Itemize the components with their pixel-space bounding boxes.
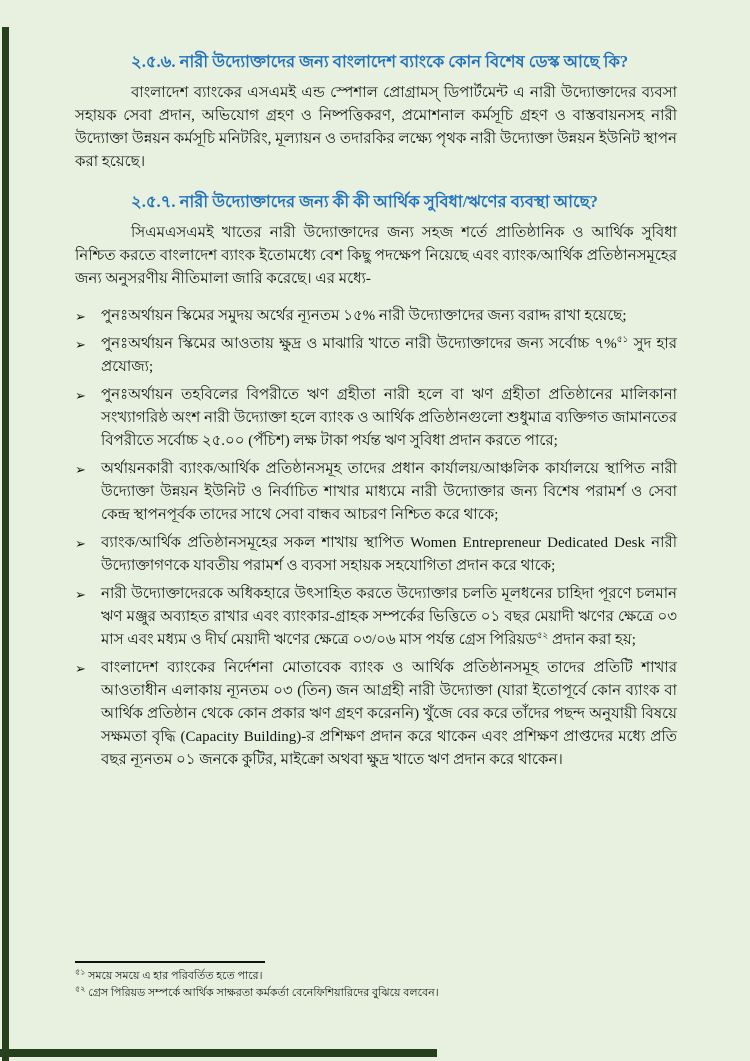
footnote-ref-52: ৫২ [536,630,549,640]
bullet-arrow-icon: ➢ [75,338,86,353]
footnote-marker: ৫১ [75,967,86,977]
list-item-text: অর্থায়নকারী ব্যাংক/আর্থিক প্রতিষ্ঠানসমূহ তাদের প্রধান কার্যালয়/আঞ্চলিক কার্যালয়ে স্থাপিত নারী উদ্যোক্তা উন্নয়ন ইউনিট ও নির্বাচিত শাখার মাধ্যমে নারী উদ্যোক্তার জন্য বিশেষ পরামর্শ ও সেবা কেন্দ্র স্থাপনপূর্বক তাদের সাথে সেবা বান্ধব আচরণ নিশ্চিত করে থাকে; [101,461,677,523]
list-item-text: পুনঃঅর্থায়ন তহবিলের বিপরীতে ঋণ গ্রহীতা নারী হলে বা ঋণ গ্রহীতা প্রতিষ্ঠানের মালিকানা সংখ্যাগরিষ্ঠ অংশ নারী উদ্যোক্তা হলে ব্যাংক ও আর্থিক প্রতিষ্ঠানগুলো শুধুমাত্র ব্যক্তিগত জামানতের বিপরীতে সর্বোচ্চ ২৫.০০ (পঁচিশ) লক্ষ টাকা পর্যন্ত ঋণ সুবিধা প্রদান করতে পারে; [101,387,677,449]
list-item-text: বাংলাদেশ ব্যাংকের নির্দেশনা মোতাবেক ব্যাংক ও আর্থিক প্রতিষ্ঠানসমূহ তাদের প্রতিটি শাখার আওতাধীন এলাকায় ন্যূনতম ০৩ (তিন) জন আগ্রহী নারী উদ্যোক্তা (যারা ইতোপূর্বে কোন ব্যাংক বা আর্থিক প্রতিষ্ঠান থেকে কোন প্রকার ঋণ গ্রহণ করেননি) খুঁজে বের করে তাঁদের পছন্দ অনুযায়ী বিষয়ে সক্ষমতা বৃদ্ধি (Capacity Building)-র প্রশিক্ষণ প্রদান করে থাকেন এবং প্রশিক্ষণ প্রাপ্তদের মধ্যে প্রতি বছর ন্যূনতম ০১ জনকে কুটির, মাইক্রো অথবা ক্ষুদ্র খাতে ঋণ প্রদান করে থাকেন। [101,660,677,768]
benefit-list [75,305,677,772]
footnote-52 [75,985,677,1002]
list-item [75,583,677,652]
bullet-arrow-icon: ➢ [75,662,86,677]
section-paragraph-256: বাংলাদেশ ব্যাংকের এসএমই এন্ড স্পেশাল প্রোগ্রামস্ ডিপার্টমেন্ট এ নারী উদ্যোক্তাদের ব্যবসা সহায়ক সেবা প্রদান, অভিযোগ গ্রহণ ও নিষ্পত্তিকরণ, প্রমোশনাল কর্মসূচি গ্রহণ ও বাস্তবায়নসহ নারী উদ্যোক্তা উন্নয়ন কর্মসূচি মনিটরিং, মূল্যায়ন ও তদারকির লক্ষ্যে পৃথক নারী উদ্যোক্তা উন্নয়ন ইউনিট স্থাপন করা হয়েছে। [75,85,677,170]
footnote-separator [75,961,265,963]
section-paragraph-257: সিএমএসএমই খাতের নারী উদ্যোক্তাদের জন্য সহজ শর্তে প্রাতিষ্ঠানিক ও আর্থিক সুবিধা নিশ্চিত করতে বাংলাদেশ ব্যাংক ইতোমধ্যে বেশ কিছু পদক্ষেপ নিয়েছে এবং ব্যাংক/আর্থিক প্রতিষ্ঠানসমূহের জন্য অনুসরণীয় নীতিমালা জারি করেছে। এর মধ্যে- [75,225,677,287]
bullet-arrow-icon: ➢ [75,389,86,404]
bullet-arrow-icon: ➢ [75,588,86,603]
footnote-text: সময়ে সময়ে এ হার পরিবর্তিত হতে পারে। [88,970,263,982]
section-heading-256: ২.৫.৬. নারী উদ্যোক্তাদের জন্য বাংলাদেশ ব্যাংকে কোন বিশেষ ডেস্ক আছে কি? [131,52,629,71]
page-content [75,0,677,777]
list-item-text: নারী উদ্যোক্তাদেরকে অধিকহারে উৎসাহিত করতে উদ্যোক্তার চলতি মূলধনের চাহিদা পূরণে চলমান ঋণ মঞ্জুর অব্যাহত রাখার এবং ব্যাংকার-গ্রাহক সম্পর্কের ভিত্তিতে ০১ বছর মেয়াদী ঋণের ক্ষেত্রে ০৩ মাস এবং মধ্যম ও দীর্ঘ মেয়াদী ঋণের ক্ষেত্রে ০৩/০৬ মাস পর্যন্ত গ্রেস পিরিয়ড$^{৫২}$ প্রদান করা হয়; [101,586,677,648]
list-item [75,384,677,453]
list-item [75,333,677,379]
bullet-arrow-icon: ➢ [75,463,86,478]
list-item [75,657,677,772]
footnote-block [75,961,677,1002]
list-item [75,532,677,578]
bullet-arrow-icon: ➢ [75,310,86,325]
list-item-text: ব্যাংক/আর্থিক প্রতিষ্ঠানসমূহের সকল শাখায় স্থাপিত Women Entrepreneur Dedicated Desk নারী উদ্যোক্তাগণকে যাবতীয় পরামর্শ ও ব্যবসা সহায়ক সহযোগিতা প্রদান করে থাকে; [101,535,677,574]
page-border-bottom [0,1049,437,1057]
footnote-51 [75,968,677,985]
footnote-text: গ্রেস পিরিয়ড সম্পর্কে আর্থিক সাক্ষরতা কর্মকর্তা বেনেফিশিয়ারিদের বুঝিয়ে বলবেন। [88,987,439,999]
bullet-arrow-icon: ➢ [75,537,86,552]
list-item-text: পুনঃঅর্থায়ন স্কিমের সমুদয় অর্থের ন্যূনতম ১৫% নারী উদ্যোক্তাদের জন্য বরাদ্দ রাখা হয়েছে; [101,308,627,324]
footnote-marker: ৫২ [75,984,86,994]
section-heading-257: ২.৫.৭. নারী উদ্যোক্তাদের জন্য কী কী আর্থিক সুবিধা/ঋণের ব্যবস্থা আছে? [131,192,598,211]
list-item [75,305,677,328]
page-border-left [2,27,9,1061]
list-item [75,458,677,527]
footnote-ref-51: ৫১ [616,334,629,344]
list-item-text: পুনঃঅর্থায়ন স্কিমের আওতায় ক্ষুদ্র ও মাঝারি খাতে নারী উদ্যোক্তাদের জন্য সর্বোচ্চ ৭%$^{৫১}$ সুদ হার প্রযোজ্য; [101,334,677,375]
